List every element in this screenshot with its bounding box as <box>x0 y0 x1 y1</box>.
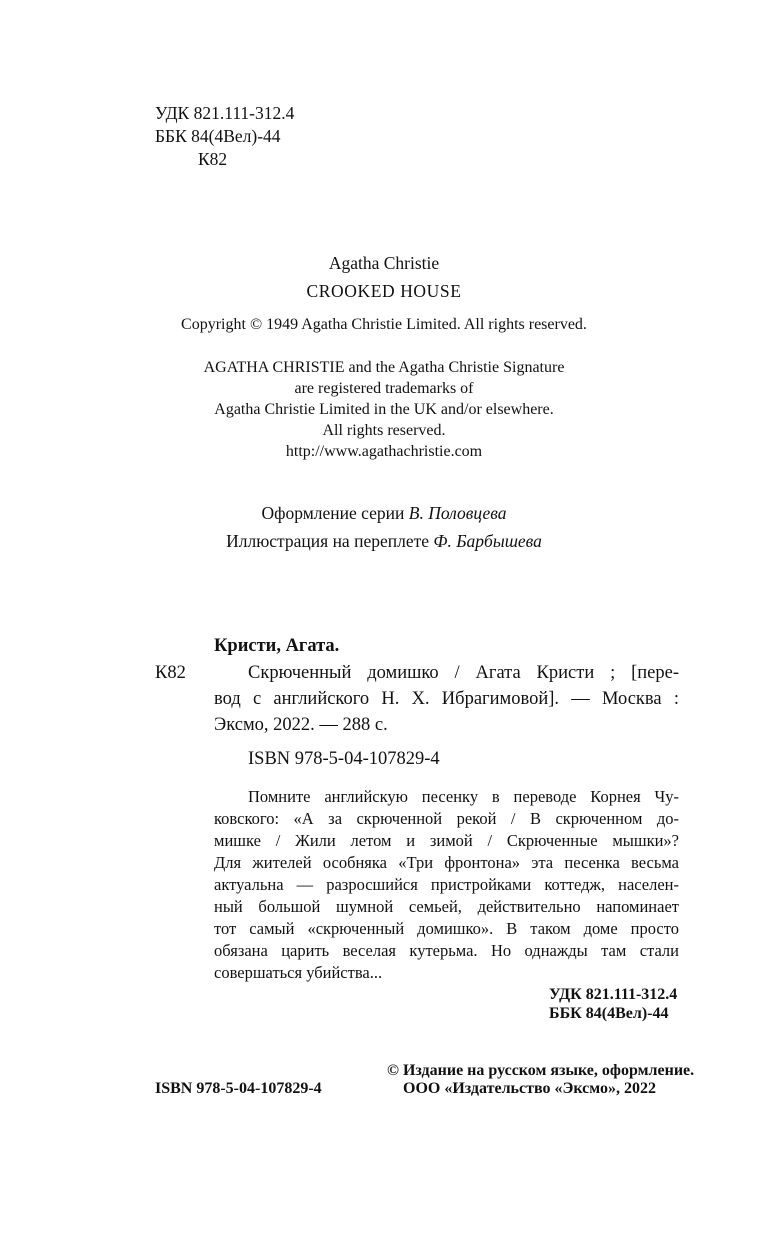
annotation-line: мишке / Жили летом и зимой / Скрюченные мышки»? <box>214 831 679 850</box>
trademark-line: AGATHA CHRISTIE and the Agatha Christie Signature <box>203 359 565 376</box>
publisher-copyright-line: © Издание на русском языке, оформление. <box>387 1062 695 1079</box>
annotation-line: тот самый «скрюченный домишко». В таком доме просто <box>214 919 679 938</box>
trademark-line: All rights reserved. <box>322 422 446 439</box>
original-author: Agatha Christie <box>328 253 440 273</box>
annotation-line: совершаться убийства... <box>214 963 383 982</box>
publisher-copyright-line: ООО «Издательство «Эксмо», 2022 <box>403 1080 656 1097</box>
annotation-line: ковского: «А за скрюченной рекой / В скрюченном до- <box>214 809 679 828</box>
original-title: CROOKED HOUSE <box>306 281 462 301</box>
bib-isbn: ISBN 978-5-04-107829-4 <box>248 749 440 769</box>
series-design-label: Оформление серии <box>261 503 409 523</box>
bib-description-line: Скрюченный домишко / Агата Кристи ; [пере- <box>248 663 679 683</box>
illustration-label: Иллюстрация на переплете <box>226 531 434 551</box>
udk-code-bottom: УДК 821.111-312.4 <box>549 986 678 1003</box>
trademark-line: are registered trademarks of <box>294 380 474 397</box>
author-mark: К82 <box>198 149 228 169</box>
original-copyright: Copyright © 1949 Agatha Christie Limited. All rights reserved. <box>181 316 587 333</box>
illustrator: Ф. Барбышева <box>433 531 542 551</box>
annotation-line: актуальна — разросшийся пристройками коттедж, населен- <box>214 875 679 894</box>
bib-author-heading: Кристи, Агата. <box>214 636 340 656</box>
series-design-credit <box>0 502 768 524</box>
bib-author-mark: К82 <box>155 663 186 683</box>
series-designer: В. Половцева <box>408 503 507 523</box>
illustration-credit <box>0 530 768 552</box>
bbk-code: ББК 84(4Вел)-44 <box>155 126 281 146</box>
udk-code: УДК 821.111-312.4 <box>155 103 295 123</box>
annotation-line: ный большой шумной семьей, действительно напоминает <box>214 897 679 916</box>
annotation-line: обязана царить веселая кутерьма. Но однажды там стали <box>214 941 679 960</box>
trademark-url: http://www.agathachristie.com <box>285 443 483 460</box>
isbn-bottom: ISBN 978-5-04-107829-4 <box>155 1080 322 1097</box>
bib-description-line: Эксмо, 2022. — 288 с. <box>214 715 388 735</box>
bbk-code-bottom: ББК 84(4Вел)-44 <box>549 1005 669 1022</box>
annotation-line: Помните английскую песенку в переводе Корнея Чу- <box>248 787 679 806</box>
bib-description-line: вод с английского Н. Х. Ибрагимовой]. — Москва : <box>214 689 679 709</box>
trademark-line: Agatha Christie Limited in the UK and/or elsewhere. <box>214 401 554 418</box>
annotation-line: Для жителей особняка «Три фронтона» эта песенка весьма <box>214 853 679 872</box>
